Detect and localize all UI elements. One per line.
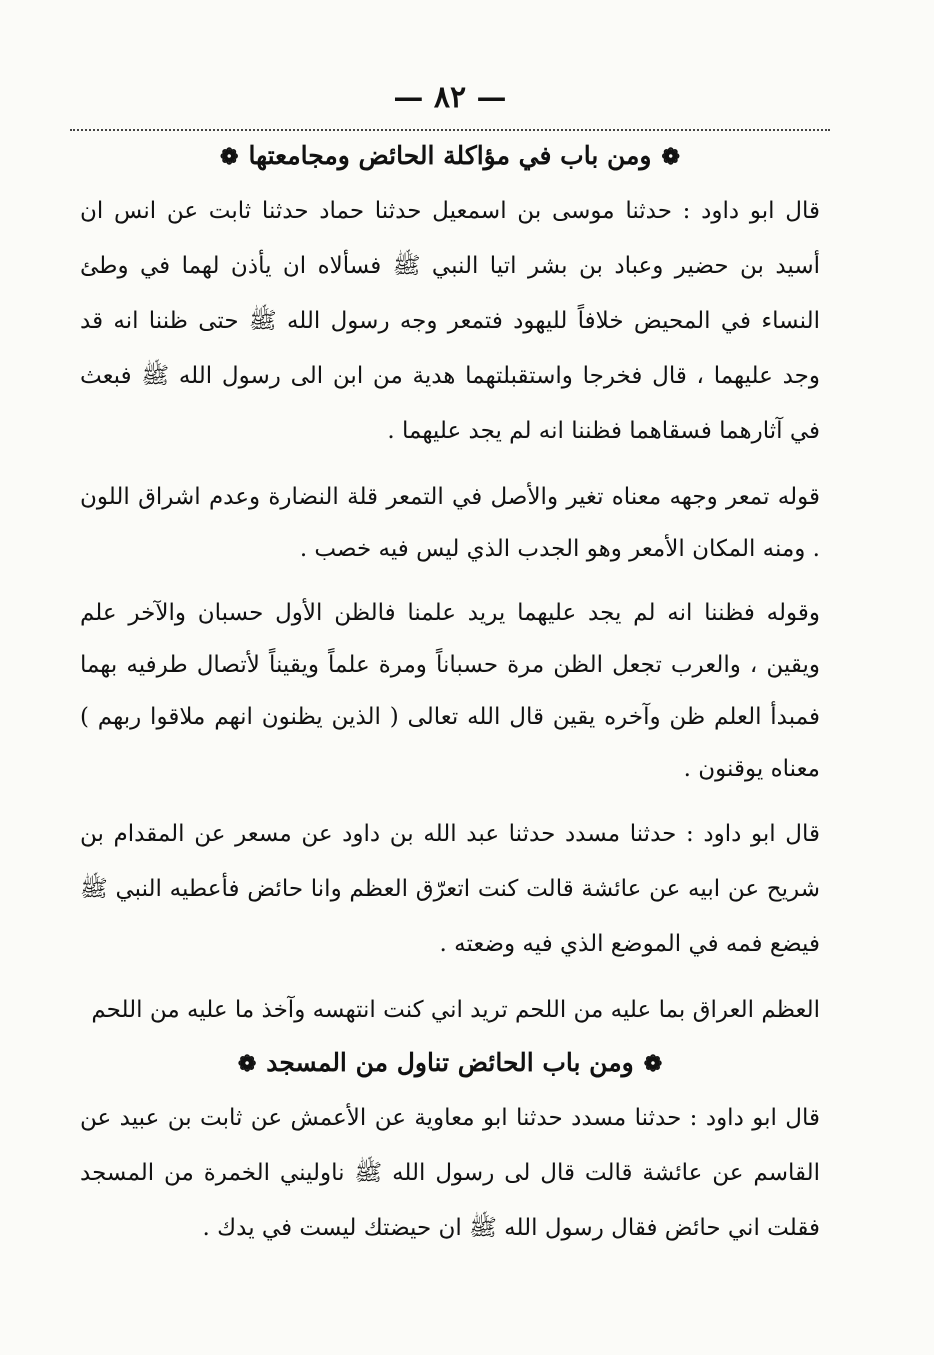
ornament-icon: ❁ <box>643 1051 663 1077</box>
ornament-icon: ❁ <box>220 144 239 170</box>
section-heading-text: ومن باب في مؤاكلة الحائض ومجامعتها <box>248 141 652 170</box>
section-heading-1 <box>80 141 820 170</box>
page <box>80 80 820 1268</box>
ornament-icon: ❁ <box>661 144 680 170</box>
commentary-paragraph: العظم العراق بما عليه من اللحم تريد اني كنت انتهسه وآخذ ما عليه من اللحم <box>91 997 820 1023</box>
ornament-icon: ❁ <box>237 1051 257 1077</box>
commentary-paragraph: قوله تمعر وجهه معناه تغير والأصل في التمعر قلة النضارة وعدم اشراق اللون . ومنه المكان الأمعر وهو الجدب الذي ليس فيه خصب . <box>80 484 820 562</box>
hadith-paragraph: قال ابو داود : حدثنا مسدد حدثنا ابو معاوية عن الأعمش عن ثابت بن عبيد عن القاسم عن عائشة قالت قال لى رسول الله ﷺ ناوليني الخمرة من المسجد فقلت اني حائض فقال رسول الله ﷺ ان حيضتك ليست في يدك . <box>80 1105 820 1241</box>
page-number: — ٨٢ — <box>393 80 507 115</box>
section-heading-text: ومن باب الحائض تناول من المسجد <box>266 1048 634 1077</box>
header-divider <box>70 129 830 131</box>
commentary-paragraph: وقوله فظننا انه لم يجد عليهما يريد علمنا فالظن الأول حسبان والآخر علم ويقين ، والعرب تجعل الظن مرة حسباناً ومرة علماً ويقيناً لأتصال طرفيه بهما فمبدأ العلم ظن وآخره يقين قال الله تعالى ( الذين يظنون انهم ملاقوا ربهم ) معناه يوقنون . <box>80 600 820 782</box>
hadith-paragraph: قال ابو داود : حدثنا موسى بن اسمعيل حدثنا حماد حدثنا ثابت عن انس ان أسيد بن حضير وعباد بن بشر اتيا النبي ﷺ فسألاه ان يأذن لهما في وطئ النساء في المحيض خلافاً لليهود فتمعر وجه رسول الله ﷺ حتى ظننا انه قد وجد عليهما ، قال فخرجا واستقبلتهما هدية من ابن الى رسول الله ﷺ فبعث في آثارهما فسقاهما فظننا انه لم يجد عليهما . <box>80 198 820 444</box>
hadith-paragraph: قال ابو داود : حدثنا مسدد حدثنا عبد الله بن داود عن مسعر عن المقدام بن شريح عن ابيه عن عائشة قالت كنت اتعرّق العظم وانا حائض فأعطيه النبي ﷺ فيضع فمه في الموضع الذي فيه وضعته . <box>80 821 820 957</box>
section-heading-2 <box>80 1048 820 1077</box>
